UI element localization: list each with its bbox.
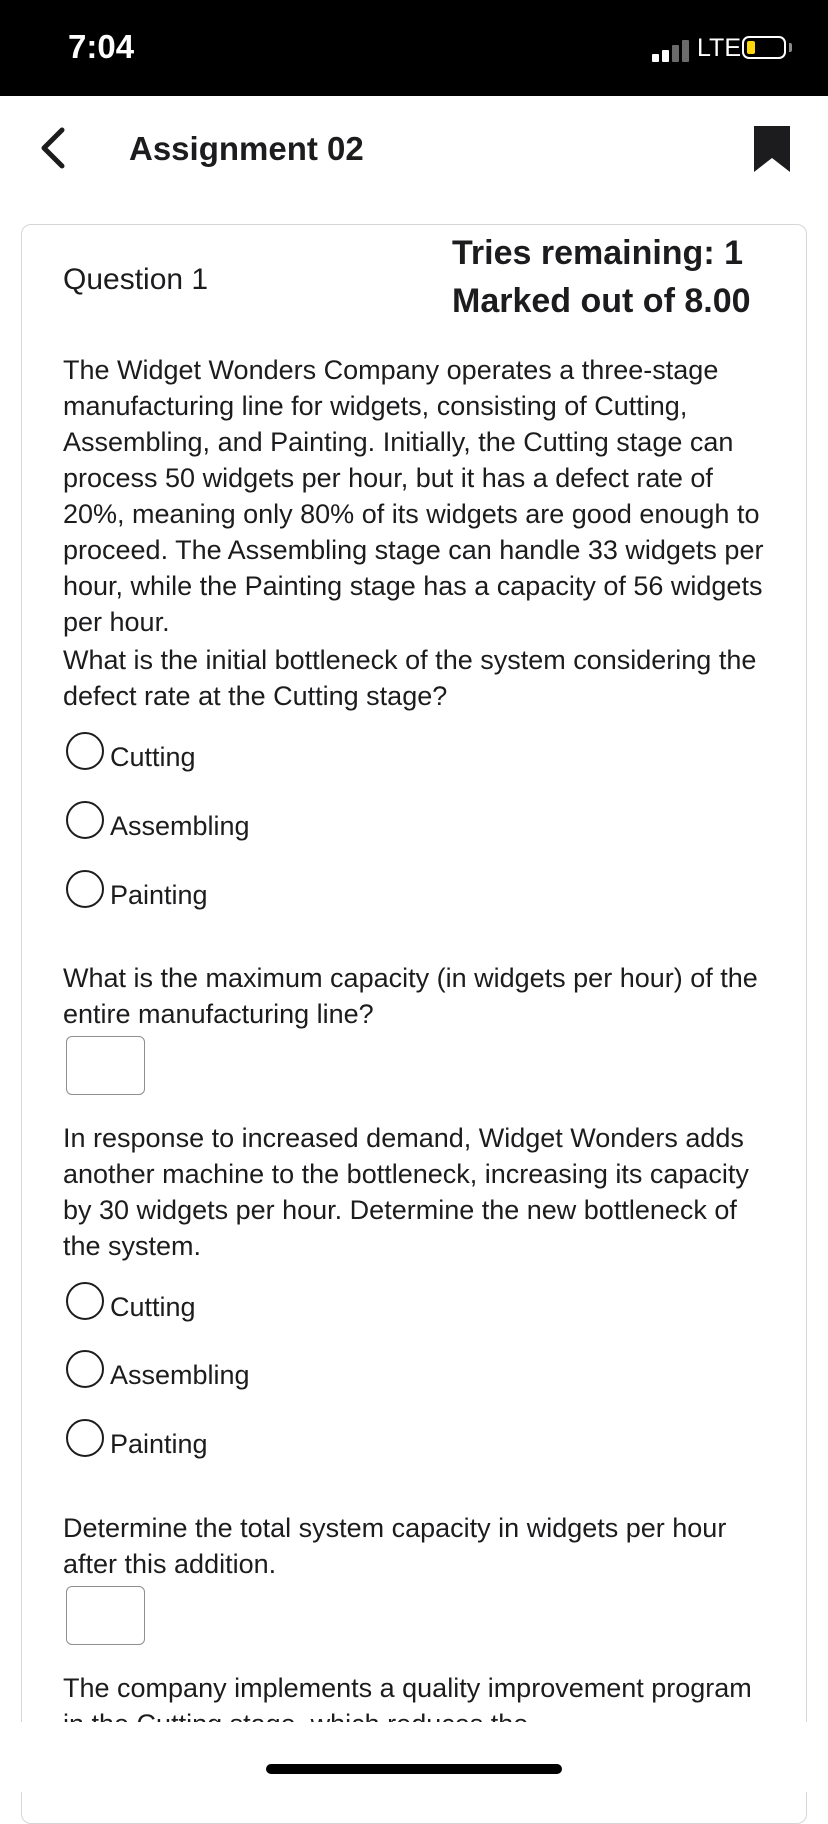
radio-button[interactable] [66, 801, 104, 839]
part2-prompt: What is the maximum capacity (in widgets per hour) of the entire manufacturing line? [63, 963, 758, 1029]
part1-prompt: What is the initial bottleneck of the system considering the defect rate at the Cutting stage? [63, 645, 757, 711]
radio-button[interactable] [66, 1419, 104, 1457]
option-label: Cutting [110, 1292, 196, 1322]
radio-button[interactable] [66, 870, 104, 908]
bookmark-button[interactable] [752, 124, 792, 174]
option-label: Assembling [110, 1360, 250, 1390]
bottom-safe-area [0, 1722, 828, 1792]
home-indicator[interactable] [266, 1764, 562, 1774]
question-number: Question 1 [63, 263, 209, 296]
nav-bar [0, 96, 828, 206]
tries-remaining: Tries remaining: 1 [452, 234, 743, 272]
battery-tip [789, 43, 792, 52]
radio-button[interactable] [66, 732, 104, 770]
option-label: Assembling [110, 811, 250, 841]
part2-answer-input[interactable] [66, 1036, 145, 1095]
part3-prompt: In response to increased demand, Widget Wonders adds another machine to the bottleneck, increasing its capacity by 30 widgets per hour. Determine the new bottleneck of the system. [63, 1123, 749, 1261]
marked-out-of: Marked out of 8.00 [452, 282, 751, 320]
page-title: Assignment 02 [129, 130, 364, 167]
option-label: Painting [110, 880, 208, 910]
option-label: Painting [110, 1429, 208, 1459]
question-intro: The Widget Wonders Company operates a three-stage manufacturing line for widgets, consisting of Cutting, Assembling, and Painting. Initially, the Cutting stage can process 50 widgets per hour, but it has a defect rate of 20%, meaning only 80% of its widgets are good enough to proceed. The Assembling stage can handle 33 widgets per hour, while the Painting stage has a capacity of 56 widgets per hour. [63, 355, 764, 637]
radio-button[interactable] [66, 1350, 104, 1388]
part4-answer-input[interactable] [66, 1586, 145, 1645]
part5-prompt: The company implements a quality improvement program [63, 1673, 752, 1703]
option-label: Cutting [110, 742, 196, 772]
battery-icon [742, 36, 786, 59]
network-label: LTE [697, 34, 741, 62]
status-time: 7:04 [68, 28, 135, 65]
bookmark-icon [752, 124, 792, 174]
radio-button[interactable] [66, 1282, 104, 1320]
status-bar [0, 0, 828, 96]
signal-icon [652, 40, 690, 62]
back-button[interactable] [36, 124, 72, 172]
part4-prompt: Determine the total system capacity in widgets per hour after this addition. [63, 1513, 727, 1579]
chevron-left-icon [36, 124, 72, 172]
